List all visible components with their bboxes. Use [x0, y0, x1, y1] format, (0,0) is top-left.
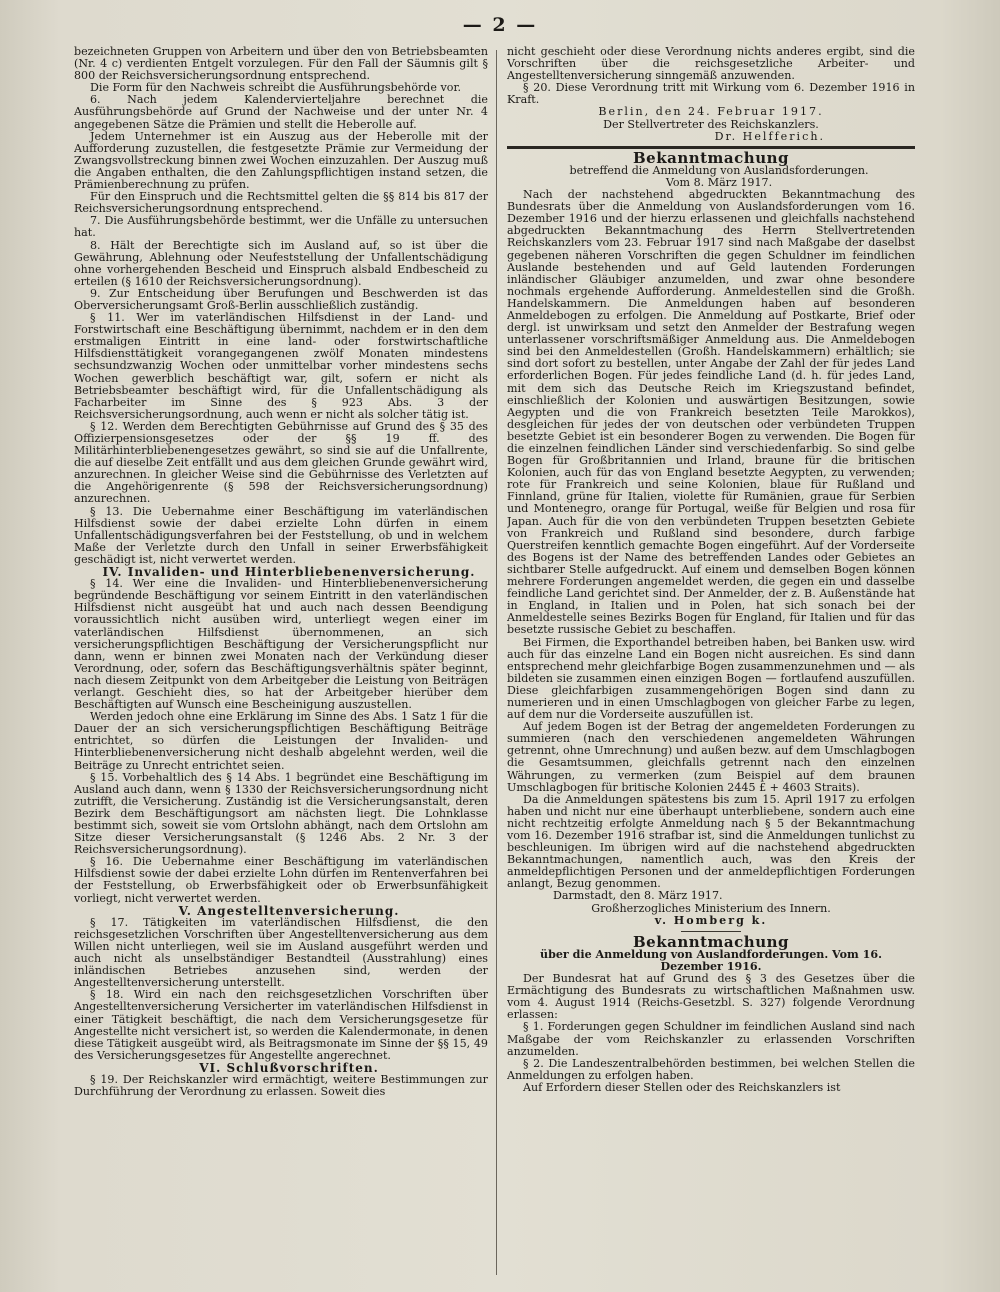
announcement-subtitle: über die Anmeldung von Auslandforderungen. Vom 16. Dezember 1916. — [540, 947, 882, 973]
signature-role: Großherzogliches Ministerium des Innern. — [591, 901, 831, 915]
paragraph: Der Bundesrat hat auf Grund des § 3 des Gesetzes über die Ermächtigung des Bundesrats zu wirtschaftlichen Maßnahmen usw. vom 4. August 1914 (Reichs-Gesetzbl. S. 327) folgende Verordnung erlassen: — [507, 972, 915, 1022]
paragraph: 6. Nach jedem Kalendervierteljahre berechnet die Ausführungsbehörde auf Grund der Nachweise und der unter Nr. 4 angegebenen Sätze die Prämien und stellt die Heberolle auf. — [74, 93, 488, 131]
paragraph: Da die Anmeldungen spätestens bis zum 15. April 1917 zu erfolgen haben und nicht nur eine überhaupt unterbliebene, sondern auch eine nicht rechtzeitig erfolgte Anmeldung nach § 5 der Bekanntmachung vom 16. Dezember 1916 strafbar ist, sind die Anmeldungen tunlichst zu beschleunigen. Im übrigen wird auf die nachstehend abgedruckten Bekanntmachungen, namentlich auch, was den Kreis der anmeldepflichtigen Personen und der anmeldepflichtigen Forderungen anlangt, Bezug genommen. — [507, 792, 915, 891]
column-divider — [496, 50, 497, 1275]
paragraph: Die Form für den Nachweis schreibt die Ausführungsbehörde vor. — [90, 81, 462, 95]
paragraph: § 20. Diese Verordnung tritt mit Wirkung vom 6. Dezember 1916 in Kraft. — [507, 81, 915, 107]
paragraph: Werden jedoch ohne eine Erklärung im Sinne des Abs. 1 Satz 1 für die Dauer der an sich versicherungspflichtigen Beschäftigung Beiträge entrichtet, so dürfen die Leistungen der Invaliden- und Hinterbliebenenversicherung nicht deshalb abgelehnt werden, weil die Beiträge zu Unrecht entrichtet seien. — [74, 710, 488, 772]
short-divider — [681, 931, 741, 932]
paragraph: § 16. Die Uebernahme einer Beschäftigung im vaterländischen Hilfsdienst sowie der dabei erzielte Lohn dürfen im Rentenverfahren bei der Feststellung, ob Erwerbsfähigkeit oder ob Erwerbsunfähigkeit vorliegt, nicht verwertet werden. — [74, 855, 488, 905]
paragraph: § 11. Wer im vaterländischen Hilfsdienst in der Land- und Forstwirtschaft eine Beschäftigung übernimmt, nachdem er in den dem erstmaligen Eintritt in eine land- oder forstwirtschaftliche Hilfsdiensttätigkeit vorangegangenen zwölf Monaten mindestens sechsundzwanzig Wochen oder unmittelbar vorher mindestens sechs Wochen gewerblich beschäftigt war, gilt, sofern er nicht als Betriebsbeamter beschäftigt wird, für die Unfallentschädigung als Facharbeiter im Sinne des § 923 Abs. 3 der Reichsversicherungsordnung, auch wenn er nicht als solcher tätig ist. — [74, 311, 488, 421]
paragraph: § 13. Die Uebernahme einer Beschäftigung im vaterländischen Hilfsdienst sowie der dabei erzielte Lohn dürfen in einem Unfallentschädigungsverfahren bei der Feststellung, ob und in welchem Maße der Verletzte durch den Unfall in seiner Erwerbsfähigkeit geschädigt ist, nicht verwertet werden. — [74, 504, 488, 566]
page-number: — 2 — — [462, 14, 538, 36]
paragraph: Bei Firmen, die Exporthandel betreiben haben, bei Banken usw. wird auch für das einzelne Land ein Bogen nicht ausreichen. Es sind dann entsprechend mehr gleichfarbige Bogen zusammenzunehmen und — als bildeten sie zusammen einen einzigen Bogen — fortlaufend auszufüllen. Diese gleichfarbigen zusammengehörigen Bogen sind dann zu numerieren und in einen Umschlagbogen von gleicher Farbe zu legen, auf dem nur die Vorderseite auszufüllen ist. — [507, 635, 915, 722]
paragraph: Nach der nachstehend abgedruckten Bekanntmachung des Bundesrats über die Anmeldung von Auslandsforderungen vom 16. Dezember 1916 und der hierzu erlassenen und gleichfalls nachstehend abgedruckten Bekanntmachung des Herrn Stellvertretenden Reichskanzlers vom 23. Februar 1917 sind nach Maßgabe der daselbst gegebenen näheren Vorschriften die gegen Schuldner im feindlichen Auslande bestehenden und auf Geld lautenden Forderungen inländischer Gläubiger anzumelden, und zwar ohne besondere nochmals ergehende Aufforderung. Anmeldestellen sind die Großh. Handelskammern. Die Anmeldungen haben auf besonderen Anmeldebogen zu erfolgen. Die Anmeldung auf Postkarte, Brief oder dergl. ist unwirksam und setzt den Anmelder der Bestrafung wegen unterlassener vorschriftsmäßiger Anmeldung aus. Die Anmeldebogen sind bei den Anmeldestellen (Großh. Handelskammern) erhältlich; sie sind dort sofort zu bestellen, unter Angabe der Zahl der für jedes Land erforderlichen Bogen. Für jedes feindliche Land (d. h. für jedes Land, mit dem sich das Deutsche Reich im Kriegszustand befindet, einschließlich der Kolonien und auswärtigen Besitzungen, sowie Aegypten und die von Frankreich besetzten Teile Marokkos), desgleichen für jedes der von deutschen oder verbündeten Truppen besetzte Gebiet ist ein besonderer Bogen zu verwenden. Die Bogen für die einzelnen feindlichen Länder sind verschiedenfarbig. So sind gelbe Bogen für Großbritannien und Irland, braune für die britischen Kolonien, auch für das von England besetzte Aegypten, zu verwenden; rote für Frankreich und seine Kolonien, blaue für Rußland und Finnland, grüne für Italien, violette für Rumänien, graue für Serbien und Montenegro, orange für Portugal, weiße für Belgien und rosa für Japan. Auch für die von den verbündeten Truppen besetzten Gebiete von Frankreich und Rußland sind besondere, durch farbige Querstreifen kenntlich gemachte Bogen eingeführt. Auf der Vorderseite des Bogens ist der Name des betreffenden Landes oder Gebietes an sichtbarer Stelle aufgedruckt. Auf einem und demselben Bogen können mehrere Forderungen angemeldet werden, die gegen ein und dasselbe feindliche Land gerichtet sind. Der Anmelder, der z. B. Außenstände hat in England, in Italien und in Polen, hat sich sonach bei der Anmeldestelle seines Bezirks Bogen für England, für Italien und für das besetzte russische Gebiet zu beschaffen. — [507, 188, 915, 637]
paragraph: § 14. Wer eine die Invaliden- und Hinterbliebenenversicherung begründende Beschäftigung vor seinem Eintritt in den vaterländischen Hilfsdienst nicht ausgeübt hat und auch nach dessen Beendigung voraussichtlich nicht ausüben wird, unterliegt wegen einer im vaterländischen Hilfsdienst übernommenen, an sich versicherungspflichtigen Beschäftigung der Versicherungspflicht nur dann, wenn er binnen zwei Monaten nach der Verkündung dieser Verordnung, oder, sofern das Beschäftigungsverhältnis später beginnt, nach diesem Zeitpunkt von dem Arbeitgeber die Leistung von Beiträgen verlangt. Geschieht dies, so hat der Arbeitgeber hierüber dem Beschäftigten auf Wunsch eine Bescheinigung auszustellen. — [74, 577, 488, 712]
paragraph: 8. Hält der Berechtigte sich im Ausland auf, so ist über die Gewährung, Ablehnung oder Neufeststellung der Unfallentschädigung ohne vorhergehenden Bescheid und Einspruch alsbald Endbescheid zu erteilen (§ 1610 der Reichsversicherungsordnung). — [74, 238, 488, 288]
signature-name: Dr. Helfferich. — [714, 129, 825, 143]
paragraph: Auf jedem Bogen ist der Betrag der angemeldeten Forderungen zu summieren (nach den verschiedenen angemeldeten Währungen getrennt, ohne Umrechnung) und außen bezw. auf dem Umschlagbogen die Gesamtsummen, gleichfalls getrennt nach den einzelnen Währungen, zu vermerken (zum Beispiel auf dem braunen Umschlagbogen für britische Kolonien 2445 £ + 4603 Straits). — [507, 720, 915, 794]
paragraph: § 1. Forderungen gegen Schuldner im feindlichen Ausland sind nach Maßgabe der vom Reichskanzler zu erlassenden Vorschriften anzumelden. — [507, 1020, 915, 1058]
paragraph: 9. Zur Entscheidung über Berufungen und Beschwerden ist das Oberversicherungsamt Groß-Berlin ausschließlich zuständig. — [74, 286, 488, 312]
section-heading: V. Angestelltenversicherung. — [178, 903, 400, 918]
paragraph: bezeichneten Gruppen von Arbeitern und über den von Betriebsbeamten (Nr. 4 c) verdienten Entgelt vorzulegen. Für den Fall der Säumnis gilt § 800 der Reichsversicherungsordnung entsprechend. — [74, 46, 488, 83]
paragraph: Auf Erfordern dieser Stellen oder des Reichskanzlers ist — [523, 1080, 841, 1094]
section-heading: IV. Invaliden- und Hinterbliebenenversicherung. — [102, 565, 476, 580]
announcement-date: Vom 8. März 1917. — [665, 175, 773, 189]
paragraph: § 19. Der Reichskanzler wird ermächtigt, weitere Bestimmungen zur Durchführung der Verordnung zu erlassen. Soweit dies — [74, 1072, 488, 1099]
signature-place: Berlin, den 24. Februar 1917. — [598, 105, 824, 119]
announcement-title: Bekanntmachung — [632, 932, 789, 951]
signature-place: Darmstadt, den 8. März 1917. — [553, 889, 723, 903]
announcement-title: Bekanntmachung — [632, 148, 789, 167]
left-column — [74, 46, 488, 1282]
paragraph: § 2. Die Landeszentralbehörden bestimmen, bei welchen Stellen die Anmeldungen zu erfolgen haben. — [507, 1056, 915, 1082]
section-heading: VI. Schlußvorschriften. — [199, 1060, 379, 1075]
paragraph: nicht geschieht oder diese Verordnung nichts anderes ergibt, sind die Vorschriften über die reichsgesetzliche Arbeiter- und Angestelltenversicherung sinngemäß anzuwenden. — [507, 46, 915, 83]
paragraph: Für den Einspruch und die Rechtsmittel gelten die §§ 814 bis 817 der Reichsversicherungsordnung entsprechend. — [74, 190, 488, 216]
paragraph: § 12. Werden dem Berechtigten Gebührnisse auf Grund des § 35 des Offizierpensionsgesetzes oder der §§ 19 ff. des Militärhinterbliebenengesetzes gewährt, so sind sie auf die Unfallrente, die auf dieselbe Zeit entfällt und aus dem gleichen Grunde gewährt wird, anzurechnen. In gleicher Weise sind die Gebührnisse des Verletzten auf die Angehörigenrente (§ 598 der Reichsversicherungsordnung) anzurechnen. — [74, 419, 488, 506]
paragraph: § 17. Tätigkeiten im vaterländischen Hilfsdienst, die den reichsgesetzlichen Vorschriften über Angestelltenversicherung aus dem Willen nicht unterliegen, weil sie im Ausland ausgeführt werden und auch nicht als unselbständiger Bestandteil (Ausstrahlung) eines inländischen Betriebes anzusehen sind, werden der Angestelltenversicherung unterstellt. — [74, 915, 488, 990]
paragraph: § 15. Vorbehaltlich des § 14 Abs. 1 begründet eine Beschäftigung im Ausland auch dann, wenn § 1330 der Reichsversicherungsordnung nicht zutrifft, die Versicherung. Zuständig ist die Versicherungsanstalt, deren Bezirk dem Beschäftigungsort am nächsten liegt. Die Lohnklasse bestimmt sich, soweit sie vom Ortslohn abhängt, nach dem Ortslohn am Sitze dieser Versicherungsanstalt (§ 1246 Abs. 2 Nr. 3 der Reichsversicherungsordnung). — [74, 770, 488, 857]
right-column — [507, 46, 915, 1282]
paragraph: 7. Die Ausführungsbehörde bestimmt, wer die Unfälle zu untersuchen hat. — [74, 214, 488, 240]
signature-role: Der Stellvertreter des Reichskanzlers. — [603, 117, 819, 131]
signature-name: v. Homberg k. — [654, 913, 768, 927]
paragraph: Jedem Unternehmer ist ein Auszug aus der Heberolle mit der Aufforderung zuzustellen, die festgesetzte Prämie zur Vermeidung der Zwangsvollstreckung binnen zwei Wochen einzuzahlen. Der Auszug muß die Angaben enthalten, die den Zahlungspflichtigen instand setzen, die Prämienberechnung zu prüfen. — [74, 129, 488, 192]
paragraph: § 18. Wird ein nach den reichsgesetzlichen Vorschriften über Angestelltenversicherung Versicherter im vaterländischen Hilfsdienst in einer Tätigkeit beschäftigt, die nach dem Versicherungsgesetze für Angestellte nicht versichert ist, so werden die Kalendermonate, in denen diese Tätigkeit ausgeübt wird, als Beitragsmonate im Sinne der §§ 15, 49 des Versicherungsgesetzes für Angestellte angerechnet. — [74, 988, 488, 1062]
announcement-subtitle: betreffend die Anmeldung von Auslandsforderungen. — [569, 163, 869, 177]
